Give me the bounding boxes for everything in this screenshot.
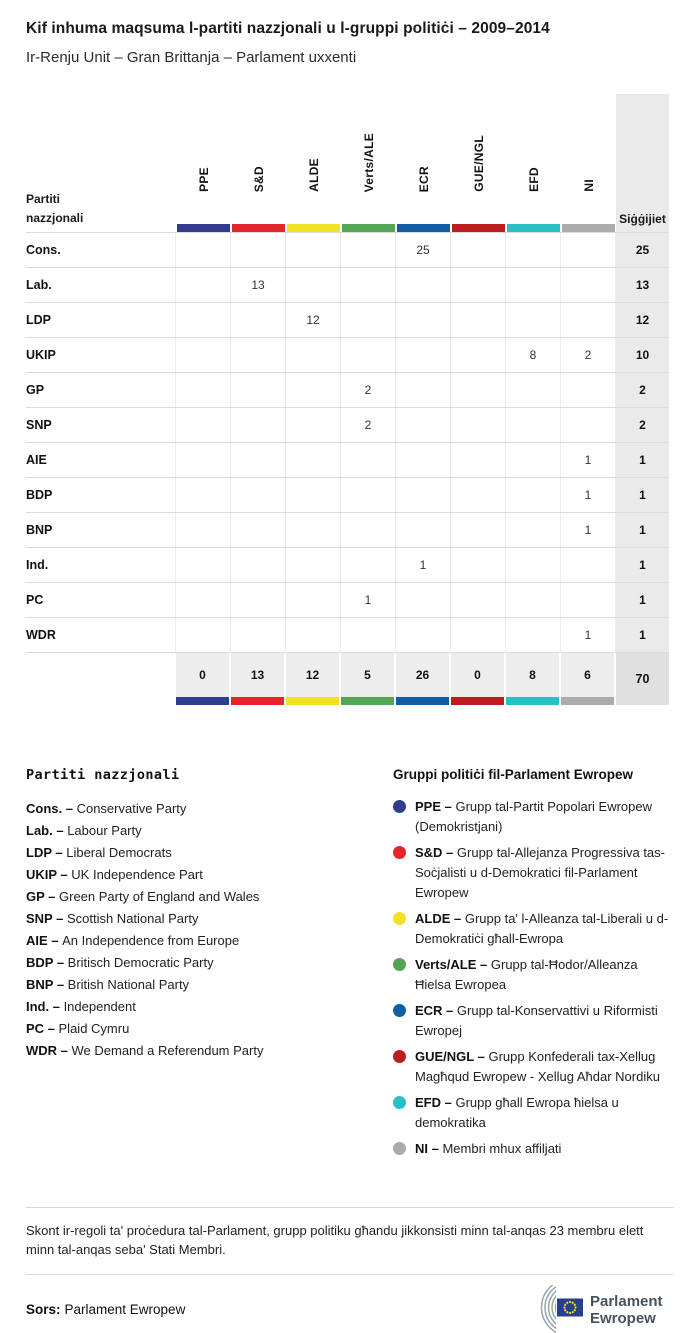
group-column-label: ALDE [306, 158, 321, 192]
group-column-label: ECR [416, 165, 431, 192]
group-total-cell [341, 653, 396, 705]
group-color-dot [393, 846, 406, 859]
seat-value-cell [341, 338, 396, 372]
table-row [26, 302, 669, 337]
row-header-cell [26, 94, 176, 232]
group-total-value: 6 [584, 668, 591, 682]
party-legend-list [26, 798, 371, 1062]
group-total-cell [506, 653, 561, 705]
legend-political-groups [393, 767, 674, 1165]
party-name-cell: PC [26, 583, 176, 617]
seat-value-cell [451, 618, 506, 652]
seat-value-cell [451, 408, 506, 442]
group-column-label: Verts/ALE [361, 132, 376, 192]
group-total-cell [451, 653, 506, 705]
logo-text-line2: Ewropew [590, 1310, 656, 1327]
group-color-bar [506, 697, 559, 705]
group-column-header [176, 94, 231, 232]
group-desc-text: Grupp għall Ewropa ħielsa u demokratika [415, 1095, 619, 1130]
group-total-value: 8 [529, 668, 536, 682]
group-color-bar [342, 224, 395, 232]
party-abbr: Lab. – [26, 823, 68, 838]
footer [26, 1285, 674, 1333]
group-total-cell [231, 653, 286, 705]
seat-value-cell [561, 408, 616, 442]
seat-value-cell [176, 268, 231, 302]
group-total-cell [561, 653, 616, 705]
seat-value-cell [561, 303, 616, 337]
group-legend-item [393, 1047, 674, 1087]
seats-column-header [616, 94, 669, 232]
seat-value-cell [396, 478, 451, 512]
party-name-cell: LDP [26, 303, 176, 337]
seat-value-cell [231, 443, 286, 477]
party-legend-item [26, 886, 371, 908]
seat-value-cell [231, 548, 286, 582]
party-abbr: PC – [26, 1021, 59, 1036]
group-column-header [341, 94, 396, 232]
seat-value-cell [341, 303, 396, 337]
seats-total-cell: 12 [616, 303, 669, 337]
group-color-bar [231, 697, 284, 705]
seat-value-cell [231, 583, 286, 617]
party-abbr: WDR – [26, 1043, 72, 1058]
seat-value-cell [286, 373, 341, 407]
divider-bottom [26, 1274, 674, 1275]
group-description [415, 843, 674, 903]
seat-value-cell [451, 338, 506, 372]
seat-value-cell [176, 233, 231, 267]
group-color-bar [507, 224, 560, 232]
group-total-value: 26 [415, 668, 430, 682]
table-row [26, 232, 669, 267]
party-name-cell: Ind. [26, 548, 176, 582]
table-row [26, 477, 669, 512]
party-full-name: Britisch Democratic Party [67, 955, 214, 970]
group-total-value: 0 [199, 668, 206, 682]
seat-value-cell: 1 [396, 548, 451, 582]
party-full-name: Labour Party [67, 823, 142, 838]
group-color-bar [562, 224, 615, 232]
seat-value-cell: 2 [341, 408, 396, 442]
seat-value-cell [341, 268, 396, 302]
party-full-name: British National Party [67, 977, 190, 992]
party-abbr: SNP – [26, 911, 67, 926]
party-full-name: We Demand a Referendum Party [71, 1043, 264, 1058]
seat-value-cell [286, 233, 341, 267]
seat-value-cell [451, 303, 506, 337]
table-row [26, 512, 669, 547]
group-column-label: PPE [196, 167, 211, 192]
party-full-name: Conservative Party [76, 801, 187, 816]
seat-value-cell [506, 583, 561, 617]
table-row [26, 267, 669, 302]
seat-value-cell [341, 548, 396, 582]
seats-total-cell: 13 [616, 268, 669, 302]
logo-text-line1: Parlament [590, 1293, 663, 1310]
grand-total-cell: 70 [616, 653, 669, 705]
group-color-dot [393, 1004, 406, 1017]
group-abbr: ALDE – [415, 911, 465, 926]
source [26, 1302, 185, 1317]
group-legend-list [393, 797, 674, 1159]
group-desc-text: Membri mhux affiljati [442, 1141, 562, 1156]
seat-value-cell [396, 303, 451, 337]
group-total-cell [286, 653, 341, 705]
seat-value-cell [341, 478, 396, 512]
table-row [26, 582, 669, 617]
group-column-header [396, 94, 451, 232]
seat-value-cell [176, 303, 231, 337]
group-desc-text: Grupp Konfederali tax-Xellug Magħqud Ewropew - Xellug Aħdar Nordiku [415, 1049, 660, 1084]
group-color-bar [287, 224, 340, 232]
party-name-cell: AIE [26, 443, 176, 477]
seat-value-cell [561, 233, 616, 267]
party-abbr: BDP – [26, 955, 68, 970]
party-legend-title: Partiti nazzjonali [26, 767, 180, 783]
party-legend-item [26, 908, 371, 930]
seat-value-cell: 1 [561, 478, 616, 512]
party-legend-item [26, 996, 371, 1018]
group-description [415, 909, 674, 949]
seat-value-cell [396, 268, 451, 302]
group-abbr: S&D – [415, 845, 457, 860]
seat-value-cell [286, 548, 341, 582]
party-name-cell: Cons. [26, 233, 176, 267]
group-total-value: 12 [305, 668, 320, 682]
party-abbr: BNP – [26, 977, 68, 992]
party-legend-item [26, 820, 371, 842]
seat-value-cell: 1 [561, 618, 616, 652]
group-color-bar [561, 697, 614, 705]
party-name-cell: Lab. [26, 268, 176, 302]
seat-value-cell [341, 233, 396, 267]
group-color-dot [393, 1096, 406, 1109]
seat-value-cell [506, 373, 561, 407]
party-name-cell: BDP [26, 478, 176, 512]
seat-value-cell [176, 478, 231, 512]
seat-value-cell [176, 548, 231, 582]
group-legend-item [393, 1139, 674, 1159]
group-column-header [506, 94, 561, 232]
seat-value-cell [396, 443, 451, 477]
group-legend-item [393, 797, 674, 837]
group-column-label: EFD [526, 167, 541, 192]
seat-value-cell [176, 373, 231, 407]
seat-value-cell [286, 583, 341, 617]
group-color-bar [232, 224, 285, 232]
totals-spacer-cell [26, 653, 176, 705]
party-abbr: Ind. – [26, 999, 64, 1014]
group-column-label: NI [581, 179, 596, 192]
party-legend-item [26, 1040, 371, 1062]
seat-value-cell [396, 513, 451, 547]
group-total-cell [396, 653, 451, 705]
seat-value-cell [451, 513, 506, 547]
seat-value-cell [231, 373, 286, 407]
seat-value-cell [176, 513, 231, 547]
group-desc-text: Grupp tal-Allejanza Progressiva tas-Soċjalisti u d-Demokratici fil-Parlament Ewropew [415, 845, 665, 900]
seat-value-cell: 2 [341, 373, 396, 407]
party-full-name: An Independence from Europe [62, 933, 240, 948]
seat-value-cell [396, 373, 451, 407]
group-desc-text: Grupp tal-Konservattivi u Riformisti Ewropej [415, 1003, 658, 1038]
seat-value-cell [286, 268, 341, 302]
party-legend-item [26, 798, 371, 820]
group-column-label: GUE/NGL [471, 135, 486, 192]
party-name-cell: BNP [26, 513, 176, 547]
seats-total-cell: 1 [616, 548, 669, 582]
seats-total-cell: 2 [616, 408, 669, 442]
seat-value-cell: 25 [396, 233, 451, 267]
seat-value-cell: 12 [286, 303, 341, 337]
group-column-header [286, 94, 341, 232]
group-column-header [561, 94, 616, 232]
source-text: Parlament Ewropew [64, 1301, 186, 1317]
party-abbr: AIE – [26, 933, 63, 948]
party-legend-item [26, 930, 371, 952]
seat-value-cell [176, 338, 231, 372]
seats-total-cell: 2 [616, 373, 669, 407]
seat-value-cell [451, 268, 506, 302]
table-row [26, 407, 669, 442]
seat-value-cell [506, 478, 561, 512]
seat-value-cell [506, 513, 561, 547]
seat-value-cell [506, 443, 561, 477]
source-label: Sors: [26, 1301, 61, 1317]
group-color-bar [396, 697, 449, 705]
party-legend-item [26, 1018, 371, 1040]
group-total-cell [176, 653, 231, 705]
footnote: Skont ir-regoli ta' proċedura tal-Parlament, grupp politiku għandu jikkonsisti minn tal-anqas 23 membru elett minn tal-anqas seba' Stati Membri. [26, 1223, 644, 1257]
group-desc-text: Grupp ta' l-Alleanza tal-Liberali u d-Demokratiċi għall-Ewropa [415, 911, 669, 946]
group-color-dot [393, 912, 406, 925]
seat-value-cell [286, 513, 341, 547]
group-color-bar [451, 697, 504, 705]
seat-value-cell [506, 303, 561, 337]
seat-value-cell [286, 338, 341, 372]
seat-value-cell: 13 [231, 268, 286, 302]
party-full-name: Scottish National Party [66, 911, 199, 926]
seat-value-cell [561, 373, 616, 407]
group-description [415, 1001, 674, 1041]
group-legend-title: Gruppi politiċi fil-Parlament Ewropew [393, 767, 634, 782]
seat-value-cell [231, 408, 286, 442]
party-name-cell: GP [26, 373, 176, 407]
seats-total-cell: 1 [616, 443, 669, 477]
seat-value-cell [506, 233, 561, 267]
seat-value-cell [396, 338, 451, 372]
page-subtitle: Ir-Renju Unit – Gran Brittanja – Parlament uxxenti [26, 49, 357, 66]
seat-value-cell [506, 548, 561, 582]
group-color-dot [393, 958, 406, 971]
seats-total-cell: 1 [616, 478, 669, 512]
seat-value-cell [506, 408, 561, 442]
group-abbr: ECR – [415, 1003, 457, 1018]
group-legend-item [393, 955, 674, 995]
party-legend-item [26, 842, 371, 864]
seat-value-cell: 1 [561, 443, 616, 477]
party-name-cell: UKIP [26, 338, 176, 372]
seat-value-cell [396, 583, 451, 617]
group-color-bar [341, 697, 394, 705]
seat-value-cell [341, 513, 396, 547]
page-title: Kif inhuma maqsuma l-partiti nazzjonali u l-gruppi politiċi – 2009–2014 [26, 20, 550, 37]
row-header-label: Partiti nazzjonali [26, 191, 84, 225]
footnote-block [26, 1207, 674, 1275]
party-name-cell: SNP [26, 408, 176, 442]
party-legend-item [26, 864, 371, 886]
seat-value-cell [341, 618, 396, 652]
group-column-header [231, 94, 286, 232]
seats-total-cell: 10 [616, 338, 669, 372]
seat-value-cell [341, 443, 396, 477]
seats-total-cell: 1 [616, 583, 669, 617]
party-full-name: Green Party of England and Wales [59, 889, 260, 904]
seat-value-cell [286, 478, 341, 512]
party-full-name: Liberal Democrats [66, 845, 172, 860]
seat-value-cell [286, 443, 341, 477]
seat-value-cell: 8 [506, 338, 561, 372]
seat-value-cell [396, 408, 451, 442]
group-desc-text: Grupp tal-Partit Popolari Ewropew (Demokristjani) [415, 799, 652, 834]
group-color-bar [286, 697, 339, 705]
seat-value-cell [176, 618, 231, 652]
seat-value-cell [451, 233, 506, 267]
seat-value-cell [451, 478, 506, 512]
group-description [415, 797, 674, 837]
legend-national-parties [26, 767, 371, 1165]
party-legend-item [26, 952, 371, 974]
seat-value-cell [451, 548, 506, 582]
seat-value-cell: 1 [341, 583, 396, 617]
group-abbr: Verts/ALE – [415, 957, 491, 972]
table-header-row [26, 94, 669, 232]
group-color-dot [393, 800, 406, 813]
european-parliament-logo [512, 1285, 674, 1333]
seat-value-cell [231, 478, 286, 512]
table-row [26, 547, 669, 582]
party-legend-item [26, 974, 371, 996]
group-color-bar [176, 697, 229, 705]
table-row [26, 617, 669, 652]
table-totals-row [26, 652, 669, 705]
party-abbr: Cons. – [26, 801, 77, 816]
group-column-header [451, 94, 506, 232]
seat-value-cell: 2 [561, 338, 616, 372]
group-color-bar [397, 224, 450, 232]
group-color-dot [393, 1050, 406, 1063]
seat-value-cell [451, 443, 506, 477]
party-abbr: GP – [26, 889, 60, 904]
seats-total-cell: 1 [616, 513, 669, 547]
seat-value-cell [231, 338, 286, 372]
seat-value-cell [231, 618, 286, 652]
party-full-name: UK Independence Part [71, 867, 203, 882]
seat-value-cell [286, 408, 341, 442]
group-total-value: 5 [364, 668, 371, 682]
seat-value-cell [176, 443, 231, 477]
seats-column-label: Siġġijiet [619, 212, 666, 226]
group-abbr: NI – [415, 1141, 443, 1156]
group-color-dot [393, 1142, 406, 1155]
group-legend-item [393, 1093, 674, 1133]
seat-value-cell [231, 513, 286, 547]
party-groups-table [26, 94, 669, 705]
group-legend-item [393, 843, 674, 903]
party-abbr: LDP – [26, 845, 67, 860]
seat-value-cell [506, 268, 561, 302]
seat-value-cell [176, 408, 231, 442]
group-abbr: PPE – [415, 799, 456, 814]
seat-value-cell [231, 233, 286, 267]
group-description [415, 955, 674, 995]
seat-value-cell [561, 268, 616, 302]
group-legend-item [393, 1001, 674, 1041]
seat-value-cell [451, 373, 506, 407]
group-description [415, 1047, 674, 1087]
seat-value-cell [561, 583, 616, 617]
legends [26, 767, 674, 1165]
group-abbr: GUE/NGL – [415, 1049, 489, 1064]
party-full-name: Independent [63, 999, 136, 1014]
party-name-cell: WDR [26, 618, 176, 652]
group-description [415, 1093, 674, 1133]
table-row [26, 337, 669, 372]
party-full-name: Plaid Cymru [58, 1021, 130, 1036]
seat-value-cell [561, 548, 616, 582]
group-column-label: S&D [251, 165, 266, 192]
seats-total-cell: 25 [616, 233, 669, 267]
group-abbr: EFD – [415, 1095, 456, 1110]
group-desc-text: Grupp tal-Ħodor/Alleanza Ħielsa Ewropea [415, 957, 638, 992]
group-color-bar [177, 224, 230, 232]
seat-value-cell [176, 583, 231, 617]
seat-value-cell [231, 303, 286, 337]
group-total-value: 13 [250, 668, 265, 682]
group-total-value: 0 [474, 668, 481, 682]
party-abbr: UKIP – [26, 867, 72, 882]
seat-value-cell: 1 [561, 513, 616, 547]
seat-value-cell [286, 618, 341, 652]
table-row [26, 442, 669, 477]
seats-total-cell: 1 [616, 618, 669, 652]
seat-value-cell [451, 583, 506, 617]
group-legend-item [393, 909, 674, 949]
group-description [415, 1139, 561, 1159]
table-row [26, 372, 669, 407]
group-color-bar [452, 224, 505, 232]
seat-value-cell [506, 618, 561, 652]
seat-value-cell [396, 618, 451, 652]
